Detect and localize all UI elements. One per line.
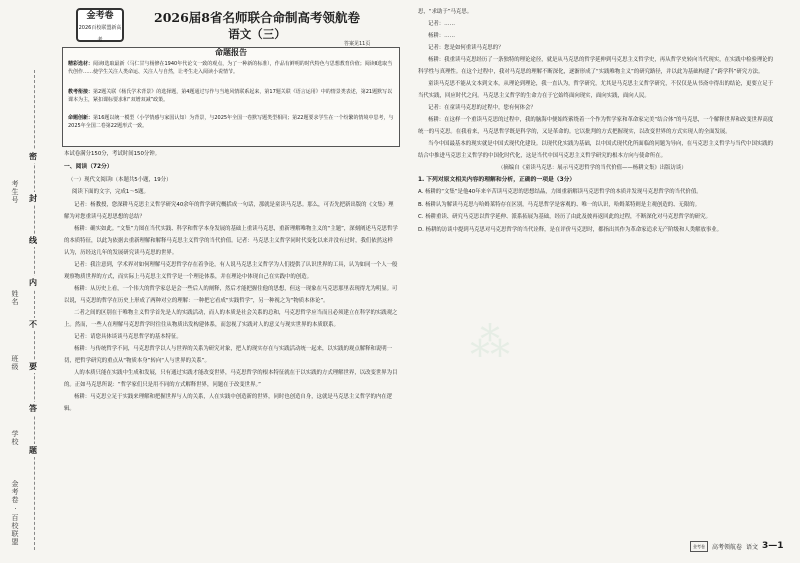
article-paragraph: 童读马克思不能从文本到文本，从理论到理论，我一直认为，哲学研究，尤其是马克思主义哲学研究，不仅仅是从书斋中得出的结论，更要立足于当代实践，回应时代之问。马克思主义哲学的生命力在于它始终面向现实，面向实践，面向人民。 [418,81,774,99]
report-item-text: 第16题以统一模型（小学情感与家国认知）为背景，与2025年全国一卷默写题类型相同；第22题要求学生在一个纷繁的情境中思考，与2025年全国二卷第22题形式一致。 [68,115,394,129]
school-label: 学校 [11,430,19,446]
article-paragraph: 杨耕：在这样一个重读马克思的过程中，我的脑海中便始终萦绕着一个作为哲学家和革命家完美“结合体”的马克思，一个解释世界和改变世界高度统一的马克思。在我看来，马克思哲学既是科学的，又是革命的。它以批判的方式把握现实，以改变世界的方式实现人的全面发展。 [418,117,774,135]
report-item [68,114,394,130]
report-box [62,47,400,147]
seal-rule-char: 内 [29,278,37,287]
article-paragraph: 杨耕：马克思立足于实践来理解和把握世界与人的关系，人在实践中创造新的世界，同时也创造自身，这就是马克思主义哲学的内在逻辑。 [64,393,393,412]
seal-rule-char: 线 [29,236,37,245]
brand-logo [76,8,124,42]
footer-subject: 语文 [746,543,759,551]
report-item-label: 命题创新： [68,115,94,121]
page-footer [690,539,790,553]
article-paragraph: 记者：在童读马克思的过程中，您有何体会？ [428,105,536,111]
report-item-text: 阅读Ⅰ选取最新（马仁甘与杨修在1940年代论文一致的观点，为了一种新的标准），作品有鲜明的时代特色与思想教育价值；阅读Ⅱ选取当代创作……使学生关注人类命运、关注人与自然，让考生走入阅读小说情节。 [68,61,393,75]
exam-no-label: 考生号 [11,180,19,204]
reading-instruction: 阅读下面的文字，完成1～5题。 [72,189,149,196]
article-paragraph: 当今中国最基本的现实就是中国式现代化建设。以现代化实践为基础，以中国式现代化所面临的问题为导向，在马克思主义哲学与当代中国实践的结合中推进马克思主义哲学的中国化时代化，这是当代中国马克思主义哲学研究的根本方向与使命所在。 [418,141,774,159]
article-paragraph: 记者：您是如何重读马克思的？ [428,45,504,51]
seal-rule-char: 封 [29,194,37,203]
seal-rule-char: 要 [29,362,37,371]
answer-reference: 答案见11页 [344,41,371,47]
report-item [68,60,394,76]
class-label: 班级 [11,355,19,371]
question-option-b: B. 杨耕认为解读马克思与哈姆莱特存在区别，马克思哲学是客观的、唯一的认识，哈姆莱特则是主观创造的、无限的。 [418,201,701,208]
footer-logo: 金考卷 [690,541,708,552]
report-item [68,88,394,104]
report-item-text: 第2题关联《杨氏学术背景》的选择题，第4题通过写作与当地风情联系起来，第17题关联《语言运用》中的情景类表述，第21题默写以课本为主，紧扣课标要求和“双增双减”政策。 [68,89,393,103]
article-paragraph: 杨耕：确实如此。“文集”力图在当代实践、科学和哲学本身发展的基础上重读马克思，重新理解唯物主义的“主题”，深刻阐述马克思哲学的本质特征，以此为依据去重新理解和解释马克思主义哲学的当代价值。记者：马克思主义哲学同时代变化以来并没有过时，我们依然这样认为，历经这几年的发展研究读马克思的世界。 [64,225,398,256]
exam-title: 2026届8省名师联合命制高考领航卷 [154,10,360,25]
article-paragraph: 杨耕：与传统哲学不同，马克思哲学以人与世界的关系为研究对象，把人的现实存在与实践活动统一起来，以实践的观点解释和说明一切，把哲学研究的重点从“物质本身”转向“人与世界的关系”。 [64,345,393,364]
watermark: ⁂ [470,320,510,366]
article-paragraph: 杨耕：我重读马克思经历了一条独特的理论途径，就是从马克思的哲学延伸到马克思主义哲学史，再从哲学史转向当代现实，在实践中检验理论的科学性与真理性。在这个过程中，我对马克思的理解不断深化，逐渐形成了“实践唯物主义”的研究路径，并以此为基础构建了“跨学科”研究方法。 [418,57,774,75]
question-1-stem: 1. 下列对原文相关内容的理解和分析，正确的一项是（3分） [418,177,576,183]
article-paragraph: 记者：我注意到，学术界对如何理解马克思哲学存在着争论，有人说马克思主义哲学为人们提供了认识世界的工具，认为如同一个人一般观察物质世界的方式，而实际上马克思主义哲学是一个理论体系，并在理论中体现自己在实践中的创造。 [64,261,398,280]
report-item-label: 教考衔接： [68,89,94,95]
brand-vertical: 金考卷 · 百校联盟 [11,480,19,546]
left-column [64,148,398,415]
page-number: 3—1 [762,541,784,551]
article-paragraph: 记者：杨教授，您深耕马克思主义哲学研究40余年的哲学研究概括成一句话，那就是童读马克思。那么，可否先把新出版的《文集》理解为对您重读马克思思想的总结？ [64,201,394,220]
exam-subtitle: 语文（三） [228,27,286,41]
article-paragraph: 杨耕：…… [428,33,455,39]
logo-main: 金考卷 [86,11,114,21]
question-option-c: C. 杨耕重读、研究马克思以哲学延伸、派系拓展为基础，经历了由此及彼再返回此的过程，不断深化对马克思哲学的研究。 [418,214,711,221]
name-label: 姓名 [11,290,19,306]
article-paragraph: 人的本质只能在实践中生成和发展，只有通过实践才能改变世界，马克思哲学的根本特征就在于以实践的方式理解世界，以改变世界为目的。正如马克思所说：“哲学家们只是用不同的方式解释世界，问题在于改变世界。” [64,369,398,388]
seal-rule-char: 题 [29,446,37,455]
seal-line [34,70,35,550]
report-title: 命题报告 [209,48,253,57]
seal-rule-char: 答 [29,404,37,413]
logo-sub: 2026百校联盟新高考 [78,25,122,43]
report-item-label: 精彩选材： [68,61,94,67]
article-source: （摘编自《童读马克思：展示马克思哲学的当代价值——杨耕文集》出版访谈） [498,165,687,171]
subsection-heading: （一）现代文阅读Ⅰ（本题共5小题，19分） [68,176,172,183]
article-paragraph: 杨耕：从历史上看，一个伟大的哲学家总是会一些后人的阐释，然后才能把握住他的思想，但这一现象在马克思那里表现得尤为明显。可以说，马克思的哲学在历史上形成了两种对立的理解：一种把它看成“实践哲学”，另一种视之为“物质本体论”。 [64,285,398,304]
question-option-d: D. 杨耕的访谈中提到马克思对马克思哲学的当代诠释，是在评价马克思时，都指出其作为革命家追求无产阶级和人类解放事业。 [418,226,723,233]
article-paragraph: 记者：请您具体谈谈马克思哲学的基本特征。 [74,333,182,340]
question-option-a: A. 杨耕的“文集”是他40年来辛苦读马克思的思想结晶，力图重新解读马克思哲学的本质并发现马克思哲学的当代价值。 [418,189,702,195]
section-heading: 一、阅读（72分） [64,163,113,170]
exam-intro: 本试卷满分150分，考试时间150分钟。 [64,151,161,157]
footer-series: 高考领航卷 [712,543,743,551]
right-column [418,6,776,236]
article-paragraph: 思，“求助于”马克思。 [418,9,473,15]
seal-rule-char: 不 [29,320,37,329]
binding-margin [0,0,60,563]
seal-rule-char: 密 [29,152,37,161]
article-paragraph: 二者之间的区别在于唯物主义哲学首先是人的实践活动，而人的本质是社会关系的总和，马克思哲学应当而且必须建立在科学的实践观之上。然而，一些人在理解马克思哲学时往往从物质出发构建体系，而忽视了实践对人的意义与现实世界的本质联系。 [64,309,398,328]
article-paragraph: 记者：…… [428,21,455,27]
